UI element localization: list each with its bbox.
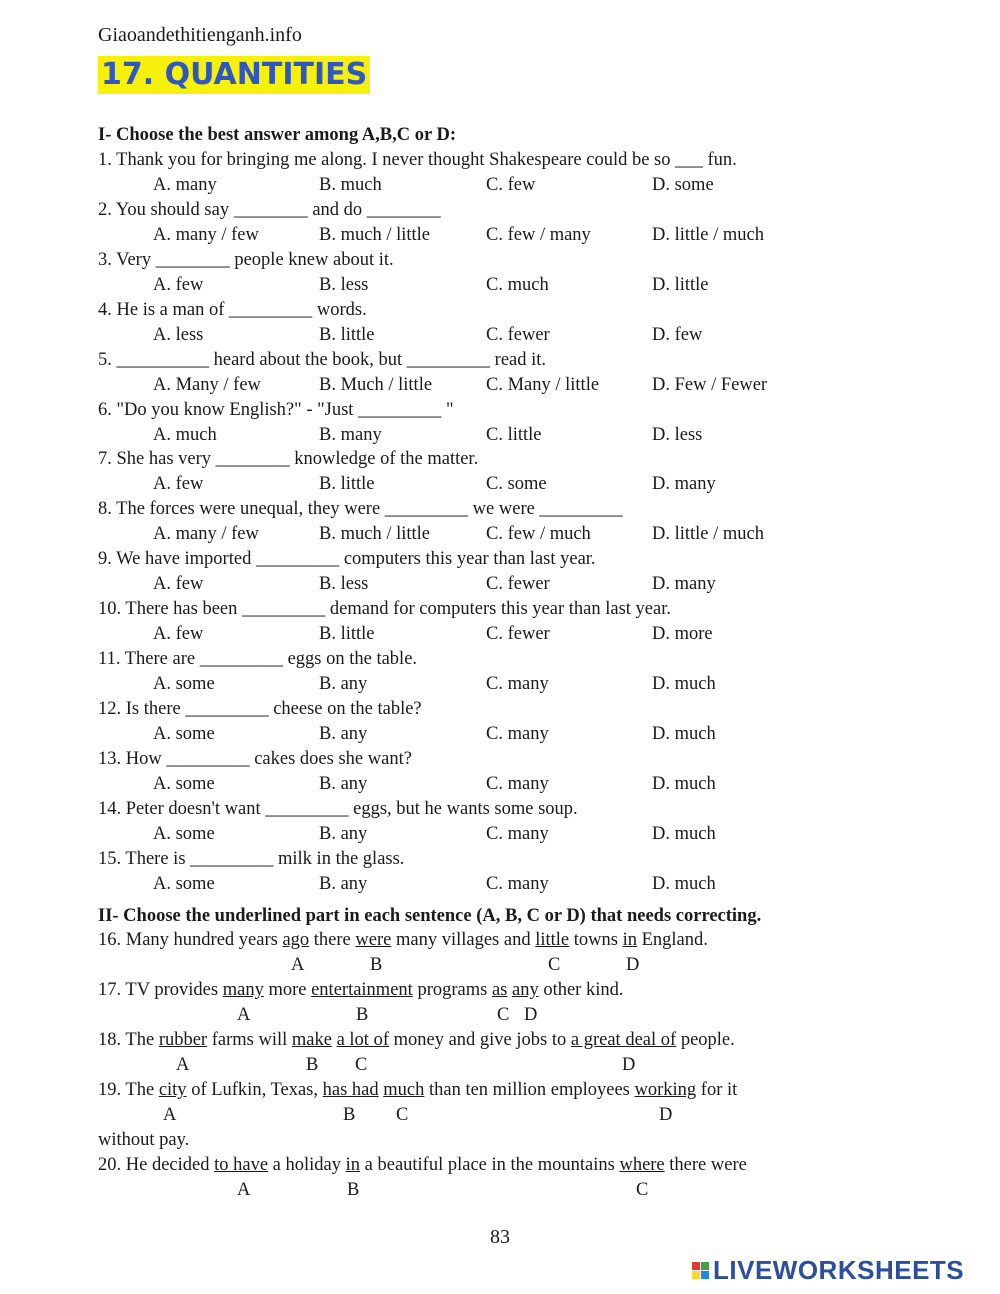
option-b[interactable]: B. any	[319, 674, 368, 694]
option-a[interactable]: A. less	[153, 324, 204, 345]
question-8: 8. The forces were unequal, they were _________ we were _________	[98, 499, 623, 520]
underlined-part-a[interactable]: to have	[214, 1155, 269, 1175]
option-a[interactable]: A. few	[153, 274, 204, 295]
underlined-part-b[interactable]: make	[291, 1030, 332, 1050]
question-18: 18. The rubber farms will make a lot of money and give jobs to a great deal of people.	[98, 1030, 735, 1050]
answer-letters-18	[0, 1055, 1000, 1079]
letter-a: A	[291, 955, 305, 975]
letter-b: B	[356, 1005, 369, 1025]
option-b[interactable]: B. Much / little	[319, 374, 433, 395]
underlined-part-a[interactable]: many	[222, 980, 264, 1000]
underlined-part-b[interactable]: in	[345, 1155, 361, 1175]
option-c[interactable]: C. much	[486, 274, 549, 295]
underlined-part-b[interactable]: has had	[322, 1080, 379, 1100]
option-a[interactable]: A. some	[153, 674, 215, 694]
option-a[interactable]: A. some	[153, 723, 215, 744]
option-d[interactable]: D. little / much	[652, 224, 765, 245]
liveworksheets-logo-icon	[692, 1262, 709, 1279]
question-17: 17. TV provides many more entertainment programs as any other kind.	[98, 980, 624, 1000]
option-d[interactable]: D. little	[652, 274, 709, 295]
answer-letters-20	[0, 1180, 1000, 1204]
option-b[interactable]: B. any	[319, 773, 368, 794]
option-d[interactable]: D. less	[652, 424, 703, 445]
option-d[interactable]: D. Few / Fewer	[652, 374, 768, 395]
option-d[interactable]: D. much	[652, 873, 716, 894]
question-2: 2. You should say ________ and do ________	[98, 199, 441, 220]
option-b[interactable]: B. many	[319, 424, 382, 445]
underlined-part-b[interactable]: entertainment	[311, 980, 413, 1000]
option-d[interactable]: D. many	[652, 574, 716, 595]
option-a[interactable]: A. Many / few	[153, 374, 261, 395]
question-10: 10. There has been _________ demand for computers this year than last year.	[98, 599, 671, 620]
logo-square-icon	[692, 1271, 700, 1279]
option-d[interactable]: D. little / much	[652, 524, 765, 545]
options-row	[98, 524, 898, 548]
option-a[interactable]: A. much	[153, 424, 217, 445]
option-b[interactable]: B. little	[319, 324, 375, 345]
underlined-part-d[interactable]: any	[511, 980, 539, 1000]
underlined-part-c[interactable]: a lot of	[336, 1030, 389, 1050]
option-c[interactable]: C. few	[486, 175, 536, 195]
option-a[interactable]: A. many / few	[153, 524, 259, 545]
underlined-part-a[interactable]: ago	[282, 930, 310, 950]
option-b[interactable]: B. any	[319, 873, 368, 894]
underlined-part-d[interactable]: a great deal of	[570, 1030, 677, 1050]
option-a[interactable]: A. some	[153, 823, 215, 844]
option-a[interactable]: A. few	[153, 624, 204, 645]
letter-d: D	[659, 1105, 673, 1125]
option-c[interactable]: C. fewer	[486, 574, 550, 595]
option-c[interactable]: C. some	[486, 474, 547, 495]
letter-a: A	[237, 1180, 251, 1200]
option-d[interactable]: D. much	[652, 674, 716, 694]
options-row	[98, 774, 898, 798]
options-row	[98, 425, 898, 449]
option-a[interactable]: A. some	[153, 773, 215, 794]
letter-c: C	[636, 1180, 649, 1200]
site-name: Giaoandethitienganh.info	[98, 24, 302, 46]
underlined-part-a[interactable]: city	[158, 1080, 187, 1100]
letter-a: A	[176, 1055, 190, 1075]
options-row	[98, 624, 898, 648]
options-row	[98, 474, 898, 498]
option-b[interactable]: B. little	[319, 624, 375, 645]
question-9: 9. We have imported _________ computers this year than last year.	[98, 549, 596, 570]
section-2-heading: II- Choose the underlined part in each sentence (A, B, C or D) that needs correcting.	[98, 906, 762, 926]
option-c[interactable]: C. many	[486, 873, 549, 894]
options-row	[98, 674, 898, 698]
question-6: 6. "Do you know English?" - "Just _________ "	[98, 399, 454, 420]
option-d[interactable]: D. much	[652, 773, 716, 794]
underlined-part-c[interactable]: much	[383, 1080, 425, 1100]
question-5: 5. __________ heard about the book, but _________ read it.	[98, 349, 547, 370]
option-a[interactable]: A. many	[153, 175, 217, 195]
letter-b: B	[343, 1105, 356, 1125]
section-1-heading: I- Choose the best answer among A,B,C or D:	[98, 125, 457, 145]
options-row	[98, 325, 898, 349]
question-7: 7. She has very ________ knowledge of the matter.	[98, 449, 479, 470]
options-row	[98, 225, 898, 249]
letter-b: B	[306, 1055, 319, 1075]
underlined-part-d[interactable]: working	[634, 1080, 697, 1100]
option-c[interactable]: C. Many / little	[486, 374, 600, 395]
option-c[interactable]: C. few / much	[486, 524, 591, 545]
options-row	[98, 375, 898, 399]
logo-square-icon	[692, 1262, 700, 1270]
question-20: 20. He decided to have a holiday in a beautiful place in the mountains where there were	[98, 1155, 747, 1175]
letter-c: C	[548, 955, 561, 975]
question-4: 4. He is a man of _________ words.	[98, 299, 367, 320]
letter-a: A	[237, 1005, 251, 1025]
option-a[interactable]: A. few	[153, 574, 204, 595]
option-c[interactable]: C. many	[486, 723, 549, 744]
option-d[interactable]: D. many	[652, 474, 716, 495]
underlined-part-c[interactable]: as	[491, 980, 508, 1000]
underlined-part-a[interactable]: rubber	[158, 1030, 208, 1050]
question-3: 3. Very ________ people knew about it.	[98, 249, 394, 270]
letter-b: B	[347, 1180, 360, 1200]
underlined-part-c[interactable]: little	[535, 930, 570, 950]
question-1: 1. Thank you for bringing me along. I never thought Shakespeare could be so ___ fun.	[98, 150, 737, 170]
option-c[interactable]: C. many	[486, 674, 549, 694]
answer-letters-17	[0, 1005, 1000, 1029]
option-b[interactable]: B. much / little	[319, 524, 430, 545]
options-row	[98, 275, 898, 299]
logo-square-icon	[701, 1271, 709, 1279]
options-row	[98, 874, 898, 898]
answer-letters-19	[0, 1105, 1000, 1129]
option-b[interactable]: B. less	[319, 574, 369, 595]
liveworksheets-logo[interactable]	[692, 1256, 964, 1284]
option-c[interactable]: C. little	[486, 424, 542, 445]
option-c[interactable]: C. many	[486, 823, 549, 844]
letter-c: C	[497, 1005, 510, 1025]
question-19: 19. The city of Lufkin, Texas, has had much than ten million employees working for it	[98, 1080, 738, 1100]
option-b[interactable]: B. any	[319, 823, 368, 844]
option-b[interactable]: B. little	[319, 474, 375, 495]
question-15: 15. There is _________ milk in the glass.	[98, 848, 405, 869]
letter-c: C	[355, 1055, 368, 1075]
option-d[interactable]: D. some	[652, 175, 714, 195]
options-row	[98, 824, 898, 848]
question-16: 16. Many hundred years ago there were many villages and little towns in England.	[98, 930, 708, 950]
option-a[interactable]: A. few	[153, 474, 204, 495]
answer-letters-16	[0, 955, 1000, 979]
option-d[interactable]: D. much	[652, 823, 716, 844]
logo-square-icon	[701, 1262, 709, 1270]
question-12: 12. Is there _________ cheese on the table?	[98, 698, 422, 719]
option-c[interactable]: C. fewer	[486, 324, 550, 345]
underlined-part-b[interactable]: were	[355, 930, 392, 950]
options-row	[98, 574, 898, 598]
option-d[interactable]: D. more	[652, 624, 713, 645]
page-title: 17. QUANTITIES	[98, 56, 370, 94]
option-b[interactable]: B. much / little	[319, 224, 430, 245]
option-c[interactable]: C. fewer	[486, 624, 550, 645]
option-c[interactable]: C. few / many	[486, 224, 591, 245]
letter-d: D	[622, 1055, 636, 1075]
question-19-continuation: without pay.	[98, 1130, 190, 1150]
letter-d: D	[524, 1005, 538, 1025]
page-number: 83	[490, 1226, 510, 1248]
letter-b: B	[370, 955, 383, 975]
option-b[interactable]: B. less	[319, 274, 369, 295]
option-a[interactable]: A. many / few	[153, 224, 259, 245]
question-13: 13. How _________ cakes does she want?	[98, 748, 412, 769]
option-d[interactable]: D. few	[652, 324, 703, 345]
options-row	[98, 175, 898, 199]
logo-text: LIVEWORKSHEETS	[713, 1254, 965, 1285]
question-14: 14. Peter doesn't want _________ eggs, but he wants some soup.	[98, 798, 578, 819]
option-a[interactable]: A. some	[153, 873, 215, 894]
options-row	[98, 724, 898, 748]
letter-a: A	[163, 1105, 177, 1125]
underlined-part-d[interactable]: in	[622, 930, 637, 950]
option-b[interactable]: B. much	[319, 175, 382, 195]
letter-d: D	[626, 955, 640, 975]
option-c[interactable]: C. many	[486, 773, 549, 794]
underlined-part-c[interactable]: where	[619, 1155, 665, 1175]
option-b[interactable]: B. any	[319, 723, 368, 744]
letter-c: C	[396, 1105, 409, 1125]
question-11: 11. There are _________ eggs on the table.	[98, 649, 418, 669]
option-d[interactable]: D. much	[652, 723, 716, 744]
